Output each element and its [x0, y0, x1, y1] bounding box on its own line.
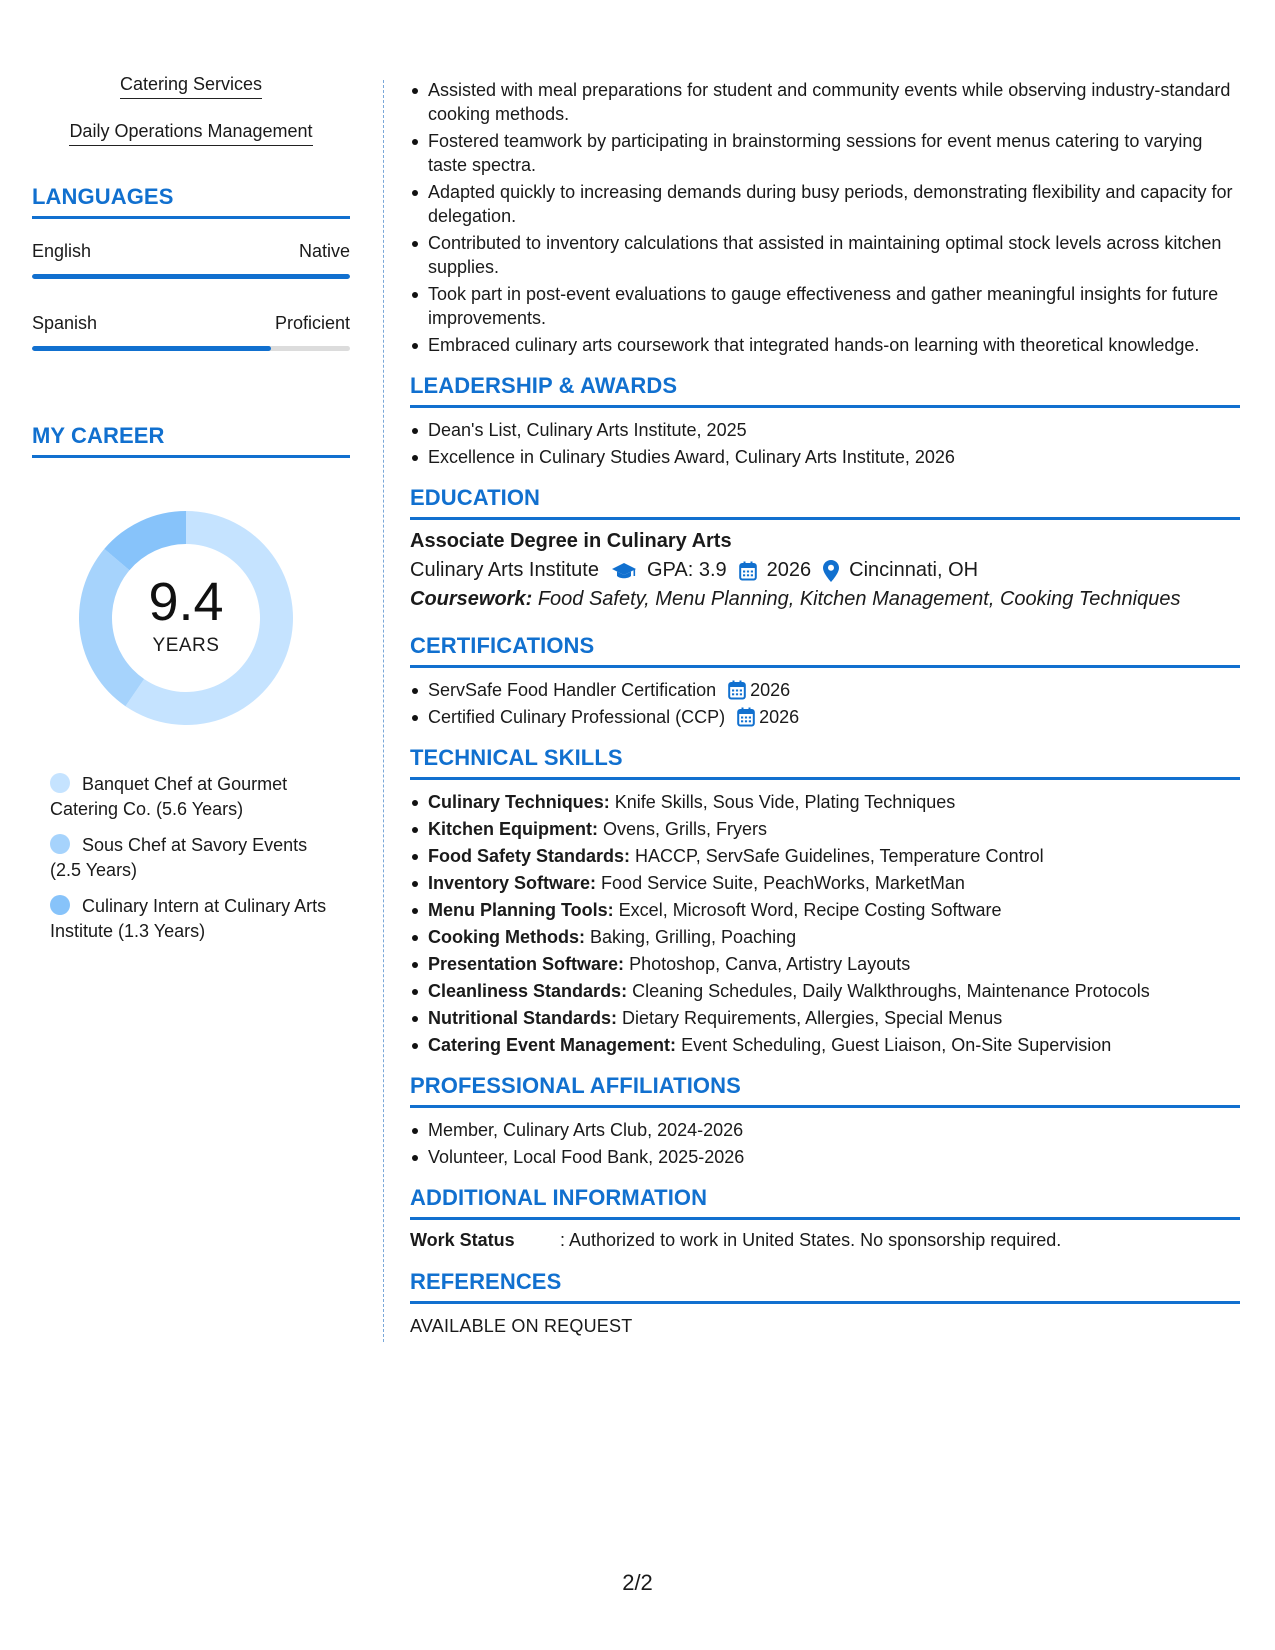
school-location: Cincinnati, OH	[849, 559, 979, 581]
skill-category: Presentation Software:	[428, 954, 625, 974]
legend-label: Culinary Intern at Culinary Arts Institute (1.3 Years)	[50, 896, 327, 941]
education-meta	[410, 559, 1240, 582]
sidebar	[32, 60, 350, 955]
language-row	[32, 313, 350, 334]
skill-category: Catering Event Management:	[428, 1035, 677, 1055]
certification-item	[428, 705, 1240, 729]
skill-category: Cooking Methods:	[428, 927, 585, 947]
skill-item	[428, 790, 1240, 814]
work-status-row	[410, 1230, 1240, 1251]
language-level: Native	[298, 241, 350, 261]
award-item: Dean's List, Culinary Arts Institute, 2025	[428, 418, 1240, 442]
graduation-cap-icon	[611, 561, 637, 581]
language-bar-track	[32, 346, 350, 351]
skill-category: Inventory Software:	[428, 873, 597, 893]
legend-dot	[50, 773, 70, 793]
experience-bullet: Fostered teamwork by participating in brainstorming sessions for event menus catering to varying taste spectra.	[428, 129, 1240, 177]
career-legend	[32, 772, 350, 944]
education-section	[410, 485, 1240, 611]
skill-category: Cleanliness Standards:	[428, 981, 628, 1001]
career-section	[32, 423, 350, 944]
skill-values: Knife Skills, Sous Vide, Plating Techniques	[614, 792, 956, 812]
skill-category: Nutritional Standards:	[428, 1008, 618, 1028]
calendar-icon	[739, 561, 757, 581]
languages-title: LANGUAGES	[32, 184, 350, 219]
career-donut-chart	[68, 500, 304, 736]
skill-tag: Catering Services	[120, 74, 262, 99]
legend-label: Sous Chef at Savory Events (2.5 Years)	[50, 835, 308, 880]
skill-category: Menu Planning Tools:	[428, 900, 614, 920]
legend-dot	[50, 895, 70, 915]
skill-item	[428, 979, 1240, 1003]
affiliation-item: Member, Culinary Arts Club, 2024-2026	[428, 1118, 1240, 1142]
language-bar-fill	[32, 274, 350, 279]
language-level: Proficient	[274, 313, 350, 333]
skills-title: TECHNICAL SKILLS	[410, 745, 1240, 780]
work-status-value: : Authorized to work in United States. No sponsorship required.	[560, 1230, 1062, 1250]
skill-item	[428, 1033, 1240, 1057]
language-row	[32, 241, 350, 262]
additional-info-title: ADDITIONAL INFORMATION	[410, 1185, 1240, 1220]
skill-item	[428, 817, 1240, 841]
skill-category: Culinary Techniques:	[428, 792, 610, 812]
affiliations-title: PROFESSIONAL AFFILIATIONS	[410, 1073, 1240, 1108]
skill-item	[428, 871, 1240, 895]
skill-values: Ovens, Grills, Fryers	[603, 819, 768, 839]
gpa: GPA: 3.9	[646, 559, 727, 581]
skill-item	[428, 952, 1240, 976]
career-years-unit: YEARS	[152, 635, 220, 656]
column-divider	[383, 80, 384, 1342]
skill-category: Food Safety Standards:	[428, 846, 631, 866]
coursework-list: Food Safety, Menu Planning, Kitchen Management, Cooking Techniques	[537, 588, 1181, 610]
skill-values: Cleaning Schedules, Daily Walkthroughs, Maintenance Protocols	[632, 981, 1150, 1001]
affiliation-item: Volunteer, Local Food Bank, 2025-2026	[428, 1145, 1240, 1169]
skill-values: Event Scheduling, Guest Liaison, On-Site Supervision	[681, 1035, 1112, 1055]
career-title: MY CAREER	[32, 423, 350, 458]
skill-category: Kitchen Equipment:	[428, 819, 598, 839]
languages-section	[32, 184, 350, 351]
page-number: 2/2	[622, 1570, 653, 1595]
experience-bullet: Embraced culinary arts coursework that integrated hands-on learning with theoretical knowledge.	[428, 333, 1240, 357]
affiliations-section	[410, 1073, 1240, 1169]
experience-bullet: Adapted quickly to increasing demands during busy periods, demonstrating flexibility and capacity for delegation.	[428, 180, 1240, 228]
certifications-section	[410, 633, 1240, 729]
calendar-icon	[728, 680, 746, 700]
work-status-label: Work Status	[410, 1230, 515, 1250]
calendar-icon	[737, 707, 755, 727]
additional-info-section	[410, 1185, 1240, 1251]
certification-year: 2026	[750, 680, 791, 700]
skill-tag: Daily Operations Management	[69, 121, 312, 146]
career-total-years: 9.4	[148, 572, 224, 632]
leadership-section	[410, 373, 1240, 469]
skills-section	[410, 745, 1240, 1057]
certification-name: ServSafe Food Handler Certification	[428, 680, 717, 700]
skill-item	[428, 898, 1240, 922]
career-legend-item	[50, 894, 340, 944]
certification-year: 2026	[759, 707, 800, 727]
skill-values: Dietary Requirements, Allergies, Special Menus	[622, 1008, 1003, 1028]
legend-label: Banquet Chef at Gourmet Catering Co. (5.6 Years)	[50, 774, 288, 819]
career-legend-item	[50, 833, 340, 883]
skill-values: Excel, Microsoft Word, Recipe Costing Software	[618, 900, 1002, 920]
certifications-title: CERTIFICATIONS	[410, 633, 1240, 668]
references-title: REFERENCES	[410, 1269, 1240, 1304]
language-bar-fill	[32, 346, 271, 351]
leadership-title: LEADERSHIP & AWARDS	[410, 373, 1240, 408]
skill-item	[428, 925, 1240, 949]
experience-bullets	[410, 78, 1240, 357]
school-name: Culinary Arts Institute	[410, 559, 599, 581]
references-section	[410, 1269, 1240, 1337]
career-legend-item	[50, 772, 340, 822]
experience-bullet: Contributed to inventory calculations that assisted in maintaining optimal stock levels across kitchen supplies.	[428, 231, 1240, 279]
certification-name: Certified Culinary Professional (CCP)	[428, 707, 726, 727]
skill-values: Photoshop, Canva, Artistry Layouts	[629, 954, 911, 974]
graduation-year: 2026	[766, 559, 812, 581]
skill-values: HACCP, ServSafe Guidelines, Temperature Control	[635, 846, 1044, 866]
skill-item	[428, 1006, 1240, 1030]
certification-item	[428, 678, 1240, 702]
skill-values: Food Service Suite, PeachWorks, MarketMan	[601, 873, 965, 893]
language-name: English	[32, 241, 92, 261]
main-column	[410, 78, 1240, 1337]
education-title: EDUCATION	[410, 485, 1240, 520]
legend-dot	[50, 834, 70, 854]
degree-title: Associate Degree in Culinary Arts	[410, 530, 732, 552]
skill-tags	[32, 60, 350, 146]
award-item: Excellence in Culinary Studies Award, Culinary Arts Institute, 2026	[428, 445, 1240, 469]
skill-item	[428, 844, 1240, 868]
experience-bullet: Assisted with meal preparations for student and community events while observing industry-standard cooking methods.	[428, 78, 1240, 126]
coursework-label: Coursework:	[410, 588, 533, 610]
experience-bullet: Took part in post-event evaluations to gauge effectiveness and gather meaningful insights for future improvements.	[428, 282, 1240, 330]
references-text: AVAILABLE ON REQUEST	[410, 1316, 633, 1336]
location-pin-icon	[823, 560, 839, 582]
language-bar-track	[32, 274, 350, 279]
skill-values: Baking, Grilling, Poaching	[590, 927, 797, 947]
coursework	[410, 588, 1240, 611]
language-name: Spanish	[32, 313, 98, 333]
